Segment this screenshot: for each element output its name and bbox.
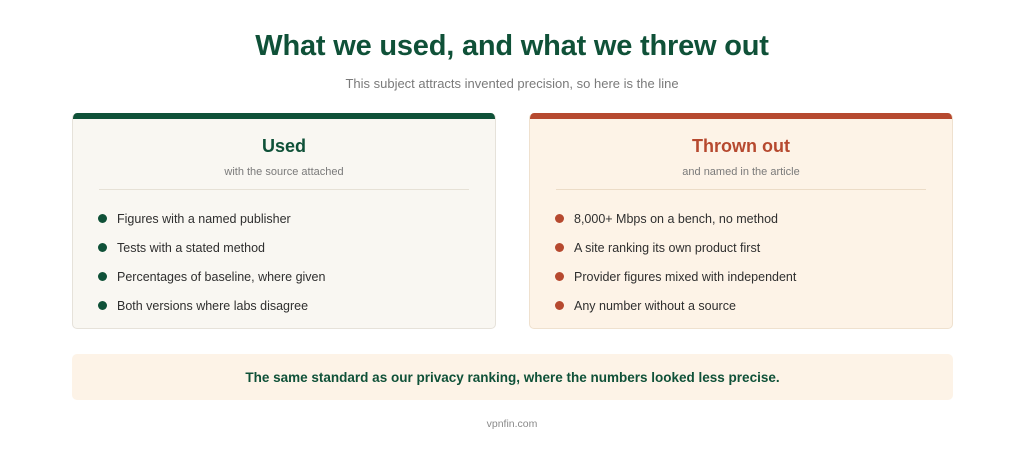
thrown-out-card [529, 113, 953, 329]
thrown-out-list-item-text: Any number without a source [574, 298, 736, 313]
page-title: What we used, and what we threw out [255, 30, 769, 62]
thrown-out-list-item-text: 8,000+ Mbps on a bench, no method [574, 211, 778, 226]
bullet-dot-icon [555, 272, 564, 281]
used-list [73, 204, 495, 320]
bullet-dot-icon [98, 243, 107, 252]
used-list-item [98, 262, 495, 291]
thrown-out-list-item [555, 204, 952, 233]
bullet-dot-icon [98, 272, 107, 281]
bullet-dot-icon [98, 214, 107, 223]
thrown-out-list-item [555, 291, 952, 320]
used-list-item [98, 291, 495, 320]
used-list-item-text: Tests with a stated method [117, 240, 265, 255]
thrown-out-list-item [555, 233, 952, 262]
thrown-out-card-accent-bar [530, 113, 952, 119]
bullet-dot-icon [555, 243, 564, 252]
bullet-dot-icon [555, 301, 564, 310]
used-list-item [98, 204, 495, 233]
used-card-heading: Used [261, 136, 306, 156]
used-list-item-text: Both versions where labs disagree [117, 298, 309, 313]
site-credit: vpnfin.com [486, 418, 538, 430]
thrown-out-list [530, 204, 952, 320]
used-list-item-text: Figures with a named publisher [117, 211, 291, 226]
thrown-out-list-item-text: Provider figures mixed with independent [574, 269, 797, 284]
bullet-dot-icon [98, 301, 107, 310]
used-card [72, 113, 496, 329]
thrown-out-card-divider [556, 189, 926, 190]
standard-note: The same standard as our privacy ranking, where the numbers looked less precise. [72, 354, 953, 400]
used-card-subheading: with the source attached [224, 166, 344, 178]
thrown-out-card-heading: Thrown out [692, 136, 790, 156]
used-list-item [98, 233, 495, 262]
used-card-divider [99, 189, 469, 190]
thrown-out-list-item [555, 262, 952, 291]
page-subtitle: This subject attracts invented precision, so here is the line [345, 76, 679, 91]
used-list-item-text: Percentages of baseline, where given [117, 269, 326, 284]
thrown-out-list-item-text: A site ranking its own product first [574, 240, 761, 255]
thrown-out-card-subheading: and named in the article [682, 166, 800, 178]
used-card-accent-bar [73, 113, 495, 119]
bullet-dot-icon [555, 214, 564, 223]
